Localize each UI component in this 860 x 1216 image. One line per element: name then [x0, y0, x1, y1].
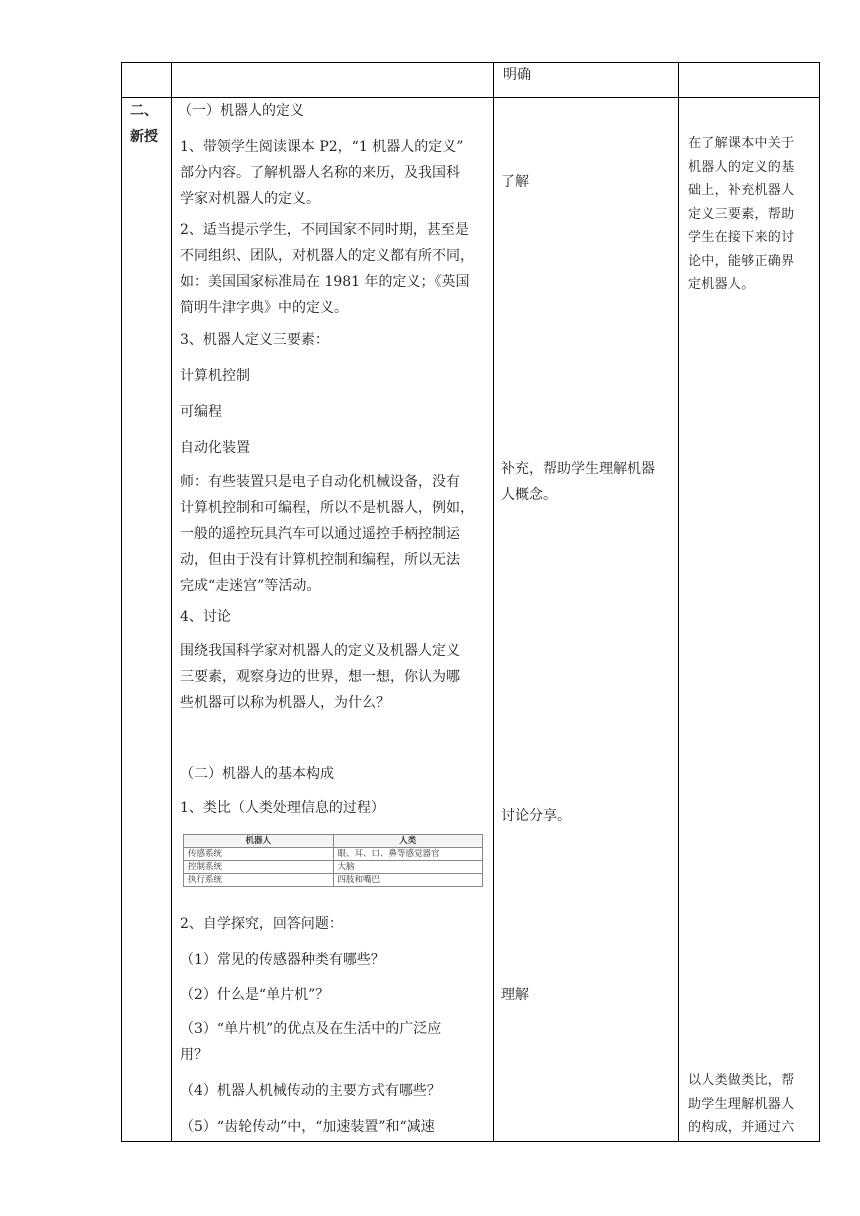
- table-header-robot: 机器人: [184, 835, 334, 848]
- paragraph-definitions-differ-line4: 简明牛津字典》中的定义。: [180, 300, 348, 316]
- design-intent-2: [688, 1069, 818, 1140]
- paragraph-self-study: 2、自学探究，回答问题：: [180, 916, 343, 932]
- student-activity-discuss: 讨论分享。: [501, 808, 571, 824]
- question-3-line2: 用？: [180, 1047, 208, 1063]
- paragraph-analogy: 1、类比（人类处理信息的过程）: [180, 800, 385, 816]
- paragraph-three-elements: 3、机器人定义三要素：: [180, 332, 329, 348]
- paragraph-read-textbook-line2: 部分内容。了解机器人名称的来历，及我国科: [180, 165, 460, 181]
- design-intent-1-line7: 定机器人。: [688, 277, 755, 292]
- element-programmable: 可编程: [180, 404, 222, 420]
- paragraph-teacher-note-line3: 一般的遥控玩具汽车可以通过遥控手柄控制运: [180, 526, 460, 542]
- table-row: [184, 861, 483, 874]
- design-intent-2-line3: 的构成，并通过六: [688, 1120, 795, 1135]
- table-col-divider-2: [493, 62, 494, 1142]
- student-activity-top: 明确: [503, 67, 531, 83]
- table-border-left: [121, 62, 122, 1142]
- design-intent-1-line3: 础上，补充机器人: [688, 183, 795, 198]
- design-intent-1-line5: 学生在接下来的讨: [688, 230, 795, 245]
- paragraph-definitions-differ: [180, 217, 492, 321]
- table-cell: 眼、耳、口、鼻等感觉器官: [333, 848, 483, 861]
- table-row: [184, 874, 483, 887]
- table-row-divider: [121, 97, 820, 98]
- paragraph-definitions-differ-line3: 如：美国国家标准局在 1981 年的定义；《英国: [180, 274, 470, 290]
- paragraph-discussion: 4、讨论: [180, 609, 231, 625]
- paragraph-teacher-note-line5: 完成“走迷宫”等活动。: [180, 578, 321, 594]
- design-intent-1: [688, 132, 818, 297]
- table-cell: 大脑: [333, 861, 483, 874]
- robot-human-comparison-table: [183, 834, 483, 887]
- table-row: [184, 848, 483, 861]
- paragraph-definitions-differ-line1: 2、适当提示学生，不同国家不同时期，甚至是: [180, 222, 469, 238]
- element-automation: 自动化装置: [180, 440, 250, 456]
- section-label: [130, 101, 158, 148]
- table-header-row: [184, 835, 483, 848]
- design-intent-1-line1: 在了解课本中关于: [688, 136, 795, 151]
- paragraph-discussion-prompt-line3: 些机器可以称为机器人，为什么？: [180, 695, 390, 711]
- table-col-divider-3: [678, 62, 679, 1142]
- paragraph-teacher-note-line2: 计算机控制和可编程，所以不是机器人，例如，: [180, 500, 474, 516]
- paragraph-discussion-prompt-line2: 三要素，观察身边的世界，想一想，你认为哪: [180, 669, 460, 685]
- section-label-line2: 新授: [130, 129, 158, 145]
- table-cell: 控制系统: [184, 861, 334, 874]
- question-3-line1: （3）“单片机”的优点及在生活中的广泛应: [180, 1021, 442, 1037]
- design-intent-2-line2: 助学生理解机器人: [688, 1096, 795, 1112]
- design-intent-1-line4: 定义三要素，帮助: [688, 206, 795, 222]
- paragraph-definitions-differ-line2: 不同组织、团队，对机器人的定义都有所不同，: [180, 248, 474, 264]
- table-col-divider-1: [171, 62, 172, 1142]
- design-intent-2-line1: 以人类做类比，帮: [688, 1073, 795, 1088]
- paragraph-discussion-prompt-line1: 围绕我国科学家对机器人的定义及机器人定义: [180, 643, 460, 659]
- student-activity-comprehend: 理解: [501, 987, 529, 1003]
- student-activity-supplement: [501, 456, 677, 508]
- table-border-right: [819, 62, 820, 1142]
- table-cell: 执行系统: [184, 874, 334, 887]
- heading-robot-definition: （一）机器人的定义: [178, 103, 304, 119]
- question-3: [180, 1016, 492, 1068]
- paragraph-teacher-note: [180, 469, 492, 599]
- table-cell: 四肢和嘴巴: [333, 874, 483, 887]
- table-border-top: [121, 62, 820, 63]
- table-border-bottom: [121, 1141, 820, 1142]
- question-1: （1）常见的传感器种类有哪些？: [180, 952, 385, 968]
- paragraph-read-textbook-line3: 学家对机器人的定义。: [180, 191, 320, 207]
- question-4: （4）机器人机械传动的主要方式有哪些？: [180, 1083, 441, 1099]
- heading-robot-composition: （二）机器人的基本构成: [180, 766, 334, 782]
- element-computer-control: 计算机控制: [180, 368, 250, 384]
- table-header-human: 人类: [333, 835, 483, 848]
- paragraph-read-textbook-line1: 1、带领学生阅读课本 P2，“1 机器人的定义”: [180, 139, 464, 155]
- design-intent-1-line6: 论中，能够正确界: [688, 253, 795, 269]
- table-cell: 传感系统: [184, 848, 334, 861]
- student-activity-supplement-line1: 补充，帮助学生理解机器: [501, 461, 655, 477]
- student-activity-understand: 了解: [501, 174, 529, 190]
- design-intent-1-line2: 机器人的定义的基: [688, 159, 795, 175]
- section-label-line1: 二、: [130, 103, 158, 119]
- student-activity-supplement-line2: 人概念。: [501, 487, 557, 503]
- paragraph-discussion-prompt: [180, 638, 492, 716]
- question-5: （5）“齿轮传动”中，“加速装置”和“减速: [180, 1119, 435, 1135]
- paragraph-teacher-note-line4: 动，但由于没有计算机控制和编程，所以无法: [180, 552, 460, 568]
- question-2: （2）什么是“单片机”？: [180, 987, 330, 1003]
- paragraph-read-textbook: [180, 134, 492, 212]
- paragraph-teacher-note-line1: 师：有些装置只是电子自动化机械设备，没有: [180, 474, 460, 490]
